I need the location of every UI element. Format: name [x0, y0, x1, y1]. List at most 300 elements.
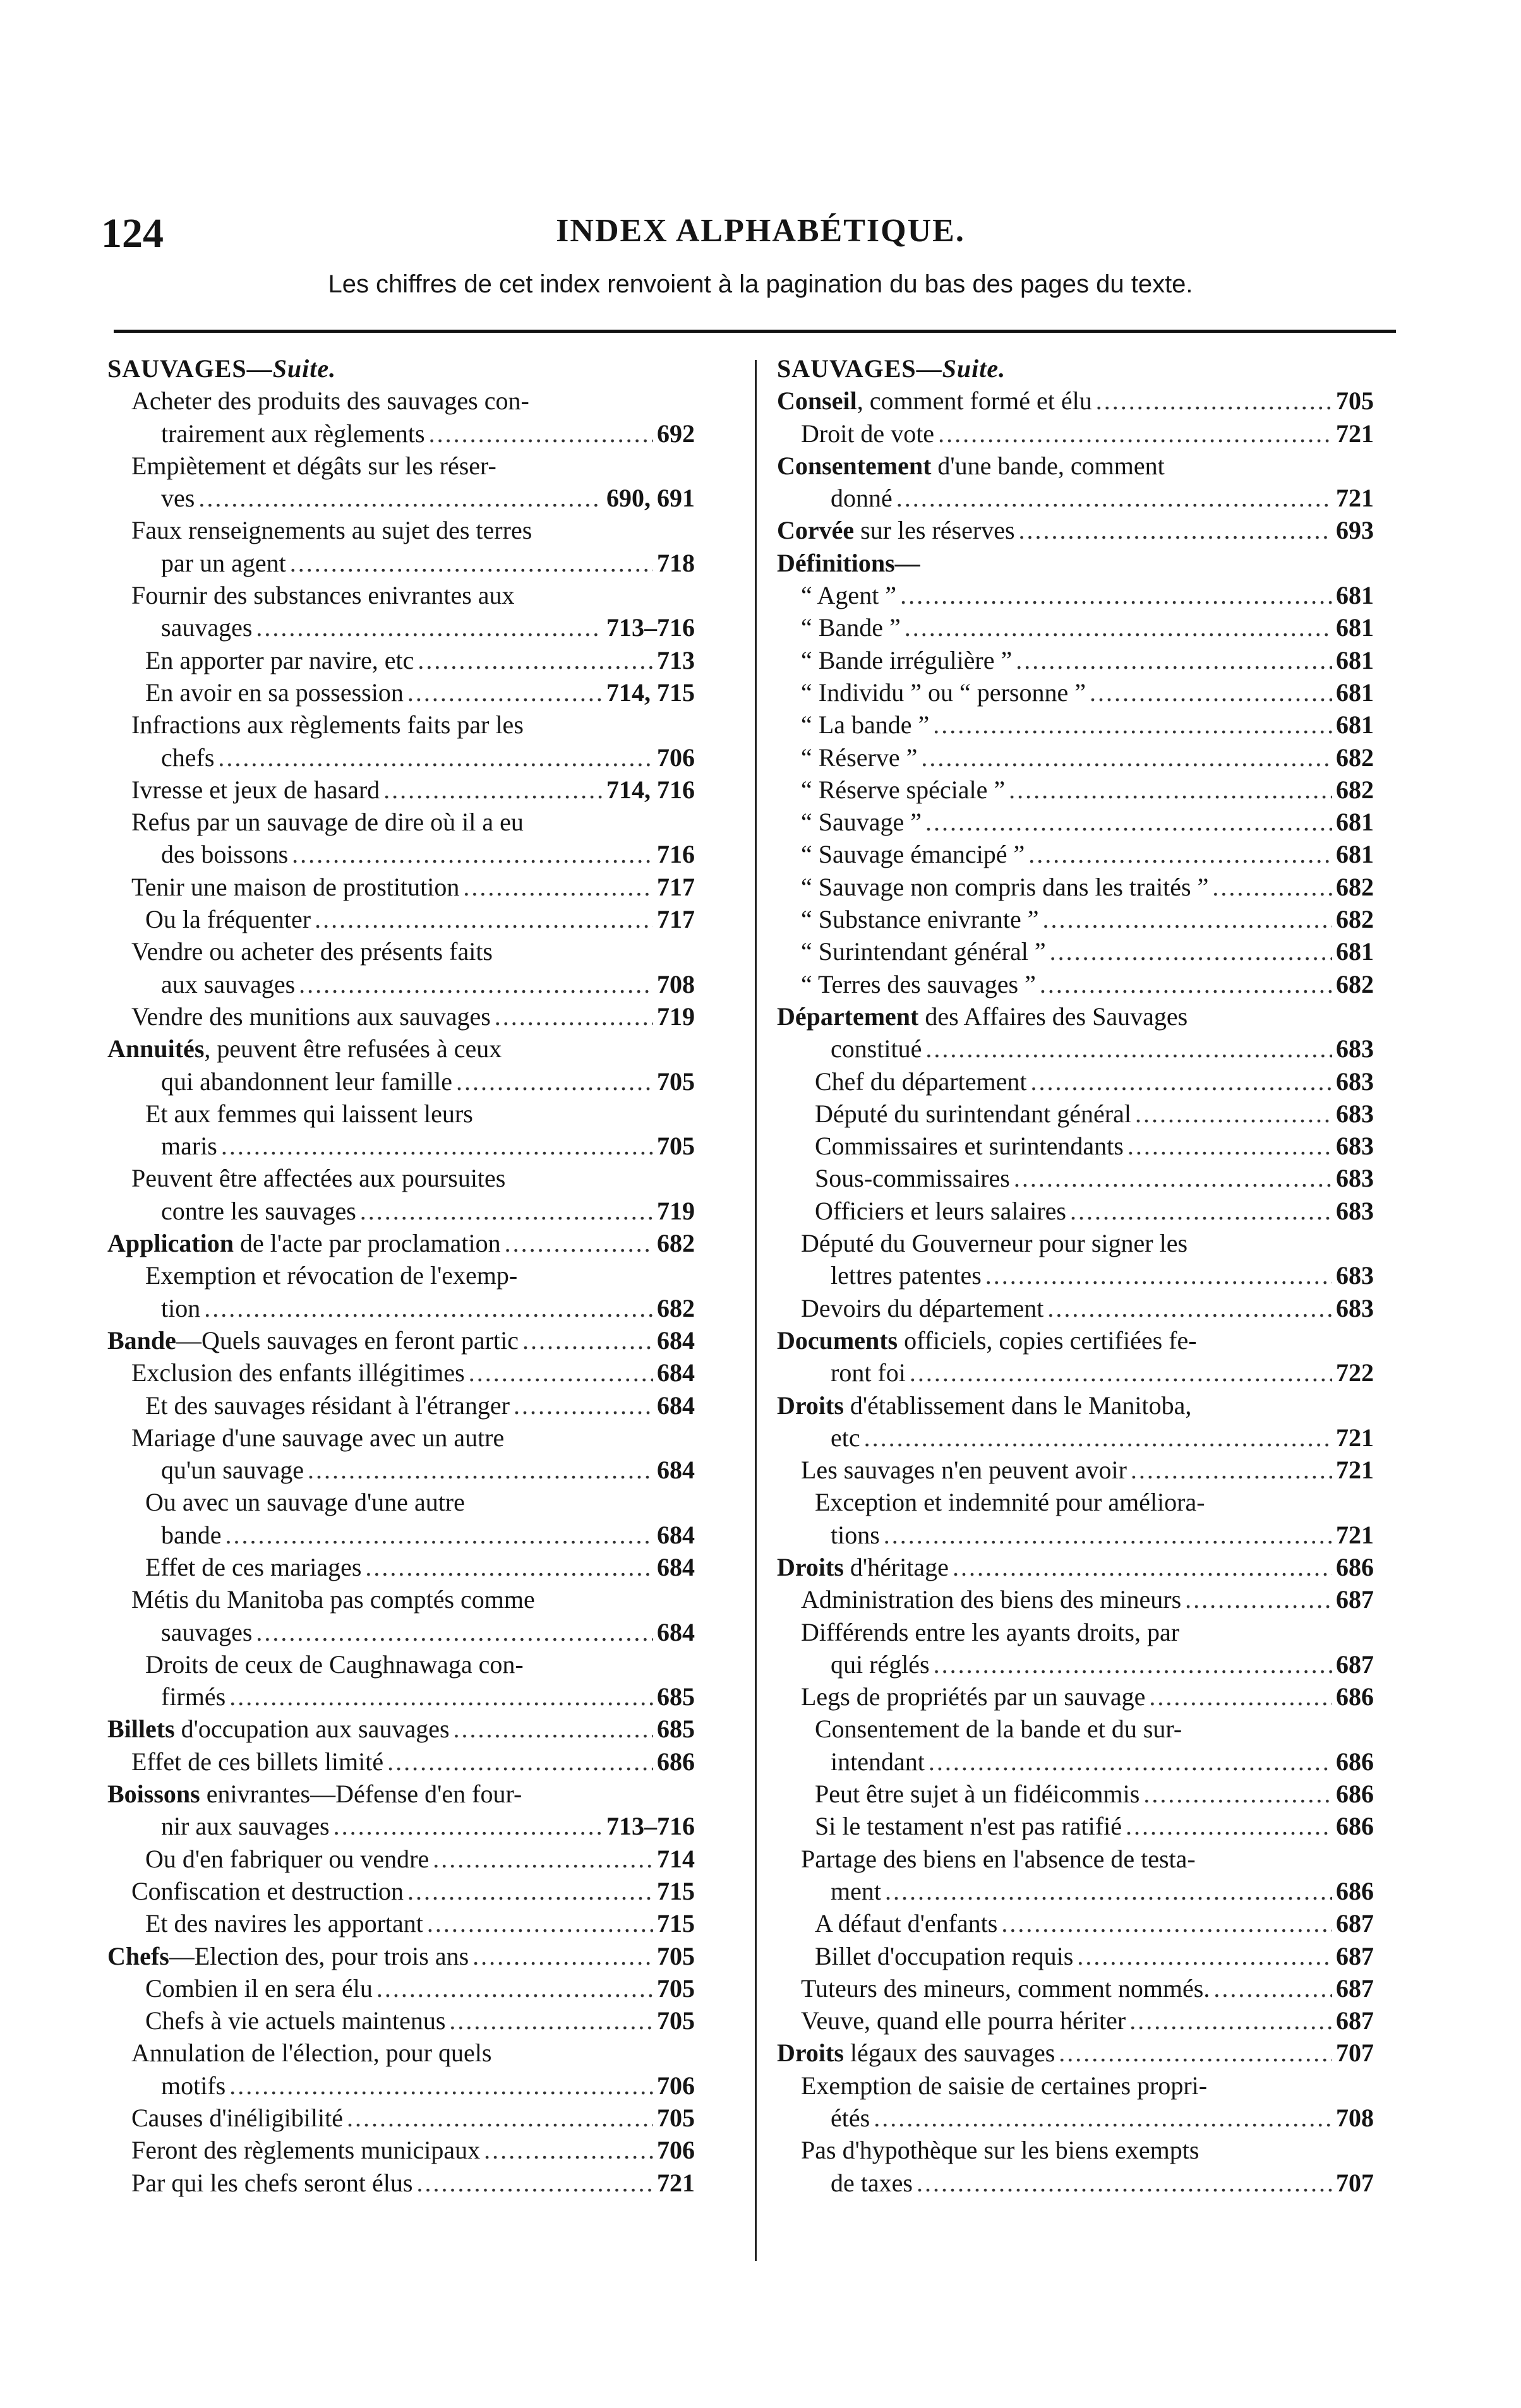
header-rule — [114, 330, 1396, 333]
column-divider — [755, 360, 757, 2261]
entry-text: tions — [831, 1520, 880, 1549]
dot-leader — [885, 1875, 1332, 1907]
index-entry — [777, 579, 1374, 611]
entry-text: Droits d'établissement dans le Manitoba, — [777, 1391, 1192, 1420]
dot-leader — [418, 644, 653, 676]
index-entry — [777, 1454, 1374, 1486]
page-header — [0, 210, 1521, 260]
entry-page-number: 686 — [1336, 1876, 1374, 1905]
entry-page-number: 714 — [657, 1844, 695, 1873]
index-entry — [777, 1389, 1374, 1422]
index-entry — [777, 1551, 1374, 1583]
index-entry — [107, 352, 695, 385]
entry-page-number: 682 — [1336, 743, 1374, 772]
entry-text: Vendre ou acheter des présents faits — [131, 937, 493, 966]
entry-page-number: 714, 716 — [606, 775, 695, 804]
dot-leader — [256, 1616, 653, 1648]
entry-page-number: 706 — [657, 2136, 695, 2165]
index-entry — [107, 1162, 695, 1194]
entry-page-number: 681 — [1336, 645, 1374, 674]
entry-text: trairement aux règlements — [161, 419, 425, 448]
index-entry — [777, 1616, 1374, 1648]
index-entry — [107, 579, 695, 611]
index-entry — [107, 1259, 695, 1291]
index-entry — [107, 2102, 695, 2134]
entry-text: Député du surintendant général — [815, 1099, 1131, 1128]
entry-page-number: 705 — [657, 1132, 695, 1161]
dot-leader — [1030, 1065, 1332, 1098]
dot-leader — [917, 2167, 1332, 2199]
entry-page-number: 681 — [1336, 678, 1374, 707]
dot-leader — [387, 1746, 653, 1778]
entry-text: Vendre des munitions aux sauvages — [131, 1002, 491, 1031]
entry-page-number: 713–716 — [606, 1812, 695, 1841]
page-subtitle: Les chiffres de cet index renvoient à la pagination du bas des pages du texte. — [328, 270, 1193, 298]
entry-page-number: 684 — [657, 1358, 695, 1387]
index-entry — [107, 1227, 695, 1259]
dot-leader — [921, 741, 1332, 774]
entry-page-number: 706 — [657, 2071, 695, 2100]
entry-text: Ou d'en fabriquer ou vendre — [145, 1844, 430, 1873]
entry-page-number: 682 — [1336, 872, 1374, 901]
index-entry — [107, 385, 695, 417]
entry-text: qui abandonnent leur famille — [161, 1067, 452, 1096]
index-entry — [107, 709, 695, 741]
dot-leader — [1009, 774, 1332, 806]
index-column-left — [107, 352, 695, 2199]
entry-text: A défaut d'enfants — [815, 1909, 998, 1938]
entry-text: ront foi — [831, 1358, 906, 1387]
dot-leader — [1014, 1162, 1332, 1194]
index-entry — [107, 1713, 695, 1745]
entry-page-number: 683 — [1336, 1099, 1374, 1128]
entry-text: Droits légaux des sauvages — [777, 2039, 1055, 2068]
index-entry — [107, 2004, 695, 2037]
index-entry — [107, 838, 695, 870]
dot-leader — [1059, 2037, 1332, 2069]
index-entry — [777, 1648, 1374, 1680]
entry-text: Veuve, quand elle pourra hériter — [801, 2006, 1126, 2035]
index-entry — [777, 935, 1374, 967]
entry-page-number: 684 — [657, 1520, 695, 1549]
dot-leader — [463, 871, 653, 903]
index-entry — [777, 1162, 1374, 1194]
entry-page-number: 718 — [657, 548, 695, 577]
entry-text: Ou la fréquenter — [145, 905, 311, 934]
dot-leader — [1212, 871, 1332, 903]
entry-text: “ Terres des sauvages ” — [801, 969, 1036, 998]
index-entry — [777, 611, 1374, 644]
entry-text: Effet de ces billets limité — [131, 1747, 384, 1776]
index-entry — [777, 1422, 1374, 1454]
entry-text: contre les sauvages — [161, 1196, 356, 1225]
entry-text: Effet de ces mariages — [145, 1552, 362, 1581]
index-entry — [777, 1195, 1374, 1227]
index-entry — [107, 611, 695, 644]
dot-leader — [427, 1907, 653, 1939]
entry-page-number: 682 — [657, 1229, 695, 1258]
entry-text: Exemption de saisie de certaines propri- — [801, 2071, 1208, 2100]
entry-text: Causes d'inéligibilité — [131, 2104, 343, 2133]
entry-text: SAUVAGES—Suite. — [107, 354, 337, 383]
index-entry — [777, 1972, 1374, 2004]
index-entry — [107, 2167, 695, 2199]
entry-text: Exemption et révocation de l'exemp- — [145, 1261, 518, 1290]
dot-leader — [1185, 1583, 1332, 1615]
entry-text: Pas d'hypothèque sur les biens exempts — [801, 2136, 1199, 2165]
dot-leader — [864, 1422, 1332, 1454]
index-entry — [777, 1292, 1374, 1324]
entry-page-number: 721 — [1336, 1423, 1374, 1452]
index-entry — [107, 1746, 695, 1778]
index-entry — [777, 1098, 1374, 1130]
entry-text: aux sauvages — [161, 969, 296, 998]
dot-leader — [360, 1195, 653, 1227]
entry-text: “ Réserve ” — [801, 743, 918, 772]
entry-page-number: 721 — [1336, 1456, 1374, 1485]
index-entry — [107, 450, 695, 482]
entry-page-number: 707 — [1336, 2168, 1374, 2197]
entry-page-number: 705 — [657, 1941, 695, 1970]
entry-page-number: 690, 691 — [606, 484, 695, 513]
index-entry — [107, 1972, 695, 2004]
entry-page-number: 713–716 — [606, 613, 695, 642]
index-entry — [777, 2102, 1374, 2134]
dot-leader — [1070, 1195, 1332, 1227]
index-entry — [107, 903, 695, 935]
dot-leader — [229, 2070, 653, 2102]
entry-text: sauvages — [161, 1617, 253, 1646]
entry-text: “ Bande irrégulière ” — [801, 645, 1013, 674]
index-entry — [107, 1907, 695, 1939]
entry-page-number: 707 — [1336, 2039, 1374, 2068]
entry-text: Annulation de l'élection, pour quels — [131, 2039, 492, 2068]
index-entry — [107, 1065, 695, 1098]
entry-page-number: 705 — [657, 2104, 695, 2133]
dot-leader — [221, 1130, 653, 1162]
entry-text: Définitions— — [777, 548, 920, 577]
entry-page-number: 686 — [1336, 1780, 1374, 1809]
entry-text: Administration des biens des mineurs — [801, 1585, 1182, 1614]
dot-leader — [1050, 935, 1332, 967]
entry-page-number: 721 — [1336, 484, 1374, 513]
entry-text: Consentement d'une bande, comment — [777, 451, 1165, 480]
entry-text: Exception et indemnité pour améliora- — [815, 1488, 1205, 1517]
entry-text: étés — [831, 2104, 870, 2133]
entry-text: Refus par un sauvage de dire où il a eu — [131, 808, 524, 837]
index-entry — [777, 1746, 1374, 1778]
index-entry — [777, 741, 1374, 774]
index-entry — [777, 1713, 1374, 1745]
index-entry — [107, 547, 695, 579]
entry-text: Billets d'occupation aux sauvages — [107, 1715, 450, 1744]
entry-page-number: 693 — [1336, 516, 1374, 545]
index-entry — [777, 1875, 1374, 1907]
entry-page-number: 681 — [1336, 581, 1374, 610]
entry-text: tion — [161, 1293, 201, 1322]
entry-text: Application de l'acte par proclamation — [107, 1229, 501, 1258]
index-entry — [107, 2037, 695, 2069]
entry-page-number: 686 — [657, 1747, 695, 1776]
index-entry — [107, 1648, 695, 1680]
entry-text: “ Surintendant général ” — [801, 937, 1046, 966]
entry-text: Sous-commissaires — [815, 1164, 1010, 1193]
dot-leader — [347, 2102, 653, 2134]
entry-page-number: 684 — [657, 1391, 695, 1420]
dot-leader — [925, 806, 1332, 838]
dot-leader — [495, 1000, 653, 1033]
index-entry — [777, 1778, 1374, 1810]
entry-page-number: 686 — [1336, 1682, 1374, 1711]
entry-page-number: 719 — [657, 1002, 695, 1031]
index-entry — [107, 644, 695, 676]
dot-leader — [1028, 838, 1332, 870]
entry-page-number: 705 — [657, 1067, 695, 1096]
entry-page-number: 706 — [657, 743, 695, 772]
dot-leader — [290, 547, 653, 579]
dot-leader — [896, 482, 1332, 514]
entry-text: Partage des biens en l'absence de testa- — [801, 1844, 1196, 1873]
index-entry — [107, 2134, 695, 2166]
entry-text: Département des Affaires des Sauvages — [777, 1002, 1188, 1031]
entry-page-number: 683 — [1336, 1034, 1374, 1063]
entry-text: qui réglés — [831, 1650, 930, 1679]
entry-page-number: 686 — [1336, 1552, 1374, 1581]
index-entry — [777, 1843, 1374, 1875]
index-entry — [777, 1810, 1374, 1842]
index-entry — [107, 1130, 695, 1162]
entry-page-number: 721 — [657, 2168, 695, 2197]
dot-leader — [407, 1875, 653, 1907]
entry-page-number: 705 — [657, 1974, 695, 2003]
dot-leader — [484, 2134, 653, 2166]
dot-leader — [900, 579, 1332, 611]
index-entry — [107, 1778, 695, 1810]
entry-text: Fournir des substances enivrantes aux — [131, 581, 515, 610]
page-number: 124 — [101, 210, 164, 256]
index-entry — [107, 968, 695, 1000]
entry-text: Chefs à vie actuels maintenus — [145, 2006, 446, 2035]
entry-text: Corvée sur les réserves — [777, 516, 1015, 545]
entry-text: Les sauvages n'en peuvent avoir — [801, 1456, 1127, 1485]
dot-leader — [1001, 1907, 1332, 1939]
entry-text: “ Sauvage émancipé ” — [801, 840, 1025, 869]
entry-text: Empiètement et dégâts sur les réser- — [131, 451, 496, 480]
dot-leader — [938, 417, 1332, 450]
index-entry — [777, 385, 1374, 417]
index-entry — [777, 1583, 1374, 1615]
entry-text: Métis du Manitoba pas comptés comme — [131, 1585, 535, 1614]
dot-leader — [1043, 903, 1332, 935]
index-entry — [107, 514, 695, 546]
dot-leader — [225, 1519, 653, 1551]
entry-text: Confiscation et destruction — [131, 1876, 404, 1905]
entry-page-number: 715 — [657, 1909, 695, 1938]
index-entry — [107, 1454, 695, 1486]
entry-page-number: 716 — [657, 840, 695, 869]
entry-text: bande — [161, 1520, 222, 1549]
index-entry — [777, 1259, 1374, 1291]
dot-leader — [469, 1357, 653, 1389]
index-entry — [107, 1422, 695, 1454]
entry-page-number: 714, 715 — [606, 678, 695, 707]
index-entry — [107, 1810, 695, 1842]
entry-text: Faux renseignements au sujet des terres — [131, 516, 532, 545]
index-entry — [777, 1907, 1374, 1939]
entry-text: Et aux femmes qui laissent leurs — [145, 1099, 473, 1128]
entry-text: ment — [831, 1876, 881, 1905]
entry-text: “ Sauvage ” — [801, 808, 922, 837]
entry-text: Feront des règlements municipaux — [131, 2136, 481, 2165]
dot-leader — [1131, 1454, 1332, 1486]
entry-page-number: 682 — [1336, 905, 1374, 934]
entry-page-number: 715 — [657, 1876, 695, 1905]
entry-text: maris — [161, 1132, 217, 1161]
entry-text: Documents officiels, copies certifiées fe- — [777, 1326, 1197, 1355]
entry-text: Exclusion des enfants illégitimes — [131, 1358, 465, 1387]
entry-page-number: 687 — [1336, 1909, 1374, 1938]
entry-page-number: 681 — [1336, 710, 1374, 740]
index-entry — [777, 1033, 1374, 1065]
index-entry — [107, 1292, 695, 1324]
dot-leader — [1090, 676, 1332, 709]
entry-page-number: 684 — [657, 1326, 695, 1355]
index-entry — [107, 1357, 695, 1389]
index-entry — [107, 1843, 695, 1875]
entry-text: qu'un sauvage — [161, 1456, 304, 1485]
index-entry — [777, 1486, 1374, 1518]
index-entry — [777, 2070, 1374, 2102]
dot-leader — [299, 968, 653, 1000]
entry-text: “ Substance enivrante ” — [801, 905, 1039, 934]
entry-page-number: 686 — [1336, 1747, 1374, 1776]
index-entry — [777, 774, 1374, 806]
index-entry — [777, 482, 1374, 514]
entry-page-number: 687 — [1336, 2006, 1374, 2035]
index-entry — [777, 547, 1374, 579]
index-entry — [107, 482, 695, 514]
index-entry — [777, 709, 1374, 741]
index-entry — [107, 1551, 695, 1583]
entry-page-number: 683 — [1336, 1261, 1374, 1290]
entry-page-number: 682 — [657, 1293, 695, 1322]
entry-text: Peuvent être affectées aux poursuites — [131, 1164, 506, 1193]
dot-leader — [416, 2167, 653, 2199]
dot-leader — [933, 709, 1332, 741]
entry-page-number: 719 — [657, 1196, 695, 1225]
entry-page-number: 682 — [1336, 775, 1374, 804]
entry-text: “ Bande ” — [801, 613, 901, 642]
dot-leader — [429, 417, 653, 450]
entry-text: Droits d'héritage — [777, 1552, 949, 1581]
entry-page-number: 721 — [1336, 419, 1374, 448]
dot-leader — [985, 1259, 1332, 1291]
entry-page-number: 708 — [657, 969, 695, 998]
entry-text: Billet d'occupation requis — [815, 1941, 1074, 1970]
entry-text: Devoirs du département — [801, 1293, 1044, 1322]
index-entry — [107, 1389, 695, 1422]
entry-text: motifs — [161, 2071, 226, 2100]
dot-leader — [1127, 1130, 1332, 1162]
dot-leader — [472, 1940, 653, 1972]
entry-text: Consentement de la bande et du sur- — [815, 1715, 1182, 1744]
dot-leader — [910, 1357, 1332, 1389]
index-entry — [777, 1357, 1374, 1389]
entry-text: Infractions aux règlements faits par les — [131, 710, 524, 740]
entry-text: “ Sauvage non compris dans les traités ” — [801, 872, 1209, 901]
index-entry — [777, 2037, 1374, 2069]
dot-leader — [884, 1519, 1332, 1551]
dot-leader — [433, 1843, 653, 1875]
entry-page-number: 683 — [1336, 1067, 1374, 1096]
entry-page-number: 683 — [1336, 1132, 1374, 1161]
dot-leader — [456, 1065, 653, 1098]
entry-text: Annuités, peuvent être refusées à ceux — [107, 1034, 502, 1063]
index-entry — [777, 1227, 1374, 1259]
index-entry — [107, 1519, 695, 1551]
entry-text: Bande—Quels sauvages en feront partic — [107, 1326, 519, 1355]
entry-page-number: 681 — [1336, 937, 1374, 966]
entry-text: Peut être sujet à un fidéicommis — [815, 1780, 1140, 1809]
index-entry — [107, 1033, 695, 1065]
entry-page-number: 681 — [1336, 613, 1374, 642]
index-entry — [777, 871, 1374, 903]
dot-leader — [315, 903, 653, 935]
dot-leader — [198, 482, 603, 514]
entry-text: Commissaires et surintendants — [815, 1132, 1124, 1161]
index-entry — [107, 1486, 695, 1518]
entry-text: Ivresse et jeux de hasard — [131, 775, 380, 804]
entry-text: Ou avec un sauvage d'une autre — [145, 1488, 465, 1517]
entry-text: Boissons enivrantes—Défense d'en four- — [107, 1780, 522, 1809]
entry-text: Chefs—Election des, pour trois ans — [107, 1941, 469, 1970]
dot-leader — [505, 1227, 653, 1259]
index-entry — [777, 1519, 1374, 1551]
entry-text: Chef du département — [815, 1067, 1027, 1096]
dot-leader — [934, 1648, 1332, 1680]
entry-page-number: 722 — [1336, 1358, 1374, 1387]
entry-text: En apporter par navire, etc — [145, 645, 414, 674]
index-entry — [107, 1616, 695, 1648]
dot-leader — [1096, 385, 1332, 417]
entry-text: donné — [831, 484, 893, 513]
index-entry — [777, 514, 1374, 546]
dot-leader — [1126, 1810, 1332, 1842]
entry-page-number: 717 — [657, 872, 695, 901]
dot-leader — [407, 676, 603, 709]
index-entry — [777, 968, 1374, 1000]
entry-page-number: 684 — [657, 1456, 695, 1485]
index-entry — [107, 1195, 695, 1227]
entry-text: Tuteurs des mineurs, comment nommés. — [801, 1974, 1210, 2003]
entry-text: Legs de propriétés par un sauvage — [801, 1682, 1146, 1711]
index-column-right — [777, 352, 1374, 2199]
entry-page-number: 717 — [657, 905, 695, 934]
index-entry — [777, 1324, 1374, 1357]
index-entry — [107, 1324, 695, 1357]
entry-page-number: 687 — [1336, 1974, 1374, 2003]
index-entry — [777, 1940, 1374, 1972]
entry-suite-label: Suite. — [272, 354, 337, 383]
index-entry — [777, 1130, 1374, 1162]
dot-leader — [1149, 1680, 1332, 1713]
entry-text: Combien il en sera élu — [145, 1974, 373, 2003]
dot-leader — [449, 2004, 653, 2037]
entry-text: En avoir en sa possession — [145, 678, 404, 707]
entry-text: par un agent — [161, 548, 286, 577]
index-entry — [777, 450, 1374, 482]
index-entry — [777, 676, 1374, 709]
